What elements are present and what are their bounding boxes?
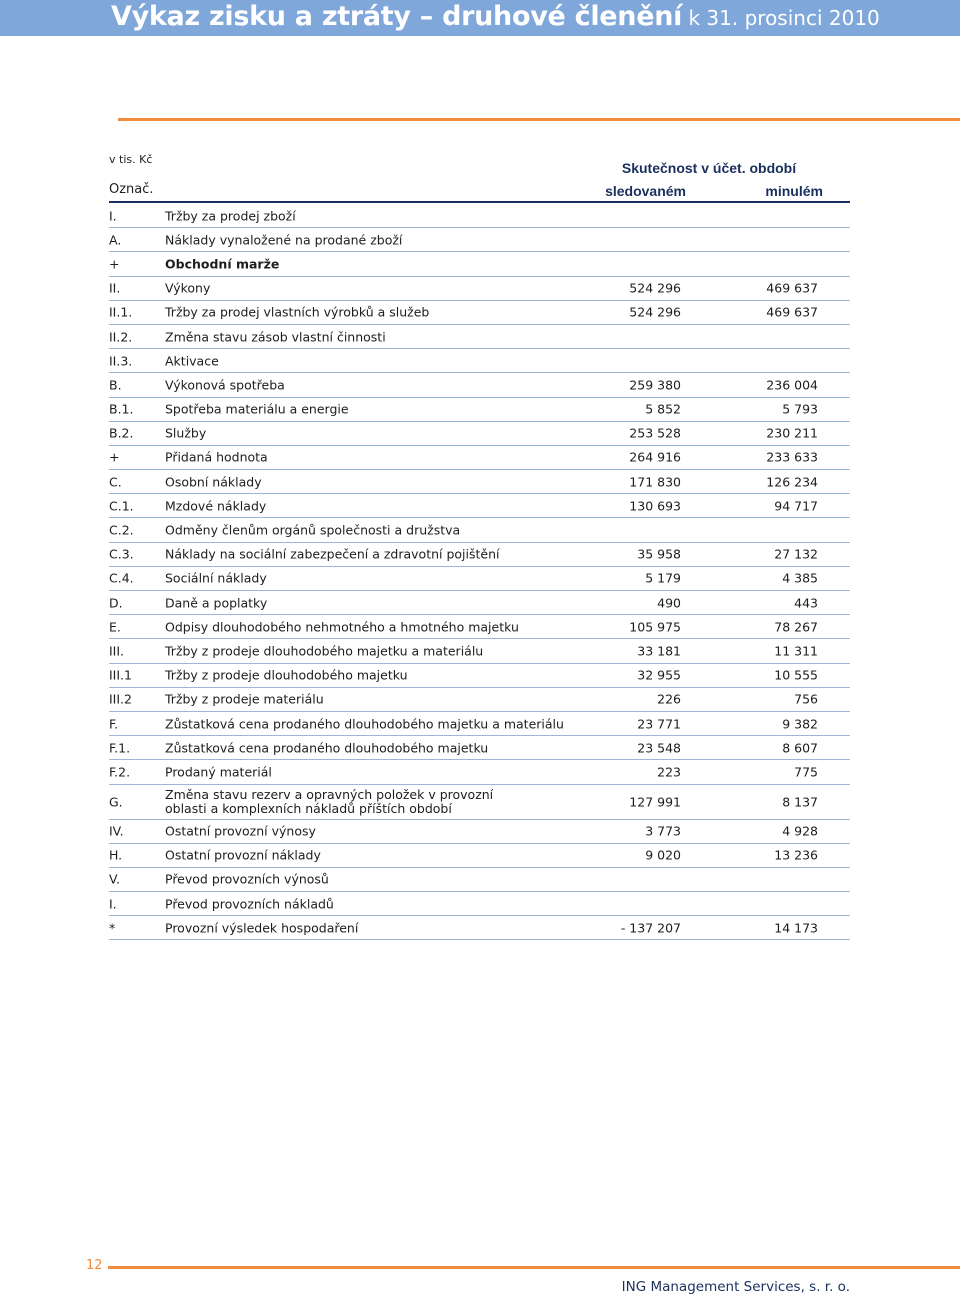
row-value-current: 253 528 (629, 425, 681, 441)
row-code: III.2 (109, 691, 132, 707)
row-value-current: 524 296 (629, 280, 681, 296)
row-code: B.2. (109, 425, 134, 441)
row-value-current: 33 181 (637, 643, 681, 659)
row-label: Obchodní marže (165, 256, 280, 272)
row-value-previous: 756 (794, 691, 818, 707)
page-title (111, 0, 880, 35)
table-header-row (109, 181, 850, 203)
table-row (109, 615, 850, 639)
row-label: Sociální náklady (165, 570, 267, 586)
row-value-current: 23 771 (637, 716, 681, 732)
table-row (109, 204, 850, 228)
row-code: B. (109, 377, 122, 393)
row-label: Služby (165, 425, 207, 441)
row-code: C.3. (109, 546, 134, 562)
header-previous-period: minulém (765, 183, 823, 199)
income-statement-table (109, 204, 850, 940)
row-value-current: 23 548 (637, 740, 681, 756)
row-label: Odměny členům orgánů společnosti a družstva (165, 522, 461, 538)
row-value-current: 259 380 (629, 377, 681, 393)
table-row (109, 712, 850, 736)
row-code: I. (109, 896, 117, 912)
row-value-previous: 236 004 (766, 377, 818, 393)
row-value-previous: 233 633 (766, 449, 818, 465)
row-code: II.2. (109, 329, 133, 345)
row-value-previous: 469 637 (766, 304, 818, 320)
row-value-current: 32 955 (637, 667, 681, 683)
table-row (109, 844, 850, 868)
row-value-previous: 443 (794, 595, 818, 611)
row-label: Ostatní provozní náklady (165, 847, 321, 863)
header-code: Označ. (109, 182, 154, 197)
row-code: II. (109, 280, 121, 296)
table-row (109, 228, 850, 252)
table-row (109, 868, 850, 892)
row-value-current: 264 916 (629, 449, 681, 465)
title-main-text: Výkaz zisku a ztráty – druhové členění (111, 1, 683, 32)
row-value-current: 490 (657, 595, 681, 611)
table-row (109, 398, 850, 422)
row-code: B.1. (109, 401, 134, 417)
row-label: Tržby z prodeje dlouhodobého majetku a materiálu (165, 643, 484, 659)
row-label: Mzdové náklady (165, 498, 267, 514)
table-row (109, 470, 850, 494)
row-label: Změna stavu rezerv a opravných položek v provozní oblasti a komplexních nákladů příštích období (165, 786, 494, 816)
row-value-current: 226 (657, 691, 681, 707)
table-row (109, 639, 850, 663)
row-label: Odpisy dlouhodobého nehmotného a hmotného majetku (165, 619, 519, 635)
row-value-previous: 10 555 (774, 667, 818, 683)
row-value-current: - 137 207 (620, 920, 681, 936)
table-row (109, 446, 850, 470)
row-value-current: 524 296 (629, 304, 681, 320)
row-value-previous: 8 137 (782, 794, 818, 809)
row-value-previous: 27 132 (774, 546, 818, 562)
row-label: Tržby z prodeje materiálu (165, 691, 324, 707)
row-code: A. (109, 232, 122, 248)
row-value-previous: 4 385 (782, 570, 818, 586)
table-row (109, 892, 850, 916)
row-value-previous: 775 (794, 764, 818, 780)
row-code: C.4. (109, 570, 134, 586)
row-value-previous: 78 267 (774, 619, 818, 635)
row-value-current: 171 830 (629, 474, 681, 490)
table-row (109, 349, 850, 373)
row-code: G. (109, 794, 123, 809)
table-row (109, 252, 850, 276)
row-code: III.1 (109, 667, 132, 683)
row-code: I. (109, 208, 117, 224)
row-code: II.1. (109, 304, 133, 320)
table-row (109, 820, 850, 844)
row-code: II.3. (109, 353, 133, 369)
table-row (109, 567, 850, 591)
row-value-previous: 5 793 (782, 401, 818, 417)
row-value-previous: 13 236 (774, 847, 818, 863)
row-value-previous: 8 607 (782, 740, 818, 756)
table-row (109, 736, 850, 760)
table-row (109, 688, 850, 712)
row-label: Tržby za prodej vlastních výrobků a služeb (165, 304, 430, 320)
row-code: C.2. (109, 522, 134, 538)
row-label: Spotřeba materiálu a energie (165, 401, 349, 417)
row-value-current: 5 852 (645, 401, 681, 417)
row-label: Provozní výsledek hospodaření (165, 920, 359, 936)
row-value-previous: 9 382 (782, 716, 818, 732)
row-label: Náklady na sociální zabezpečení a zdravotní pojištění (165, 546, 500, 562)
row-code: E. (109, 619, 121, 635)
row-value-current: 127 991 (629, 794, 681, 809)
row-value-previous: 94 717 (774, 498, 818, 514)
row-code: + (109, 256, 120, 272)
row-label: Zůstatková cena prodaného dlouhodobého majetku (165, 740, 489, 756)
table-row (109, 325, 850, 349)
row-label: Změna stavu zásob vlastní činnosti (165, 329, 386, 345)
row-code: F.2. (109, 764, 131, 780)
table-row (109, 277, 850, 301)
row-code: * (109, 920, 116, 936)
page-number: 12 (86, 1258, 103, 1273)
row-value-current: 3 773 (645, 823, 681, 839)
row-value-current: 9 020 (645, 847, 681, 863)
row-label: Převod provozních nákladů (165, 896, 334, 912)
table-row (109, 494, 850, 518)
table-row (109, 543, 850, 567)
table-row (109, 518, 850, 542)
row-label: Převod provozních výnosů (165, 871, 329, 887)
table-row (109, 301, 850, 325)
row-value-current: 105 975 (629, 619, 681, 635)
row-code: + (109, 449, 120, 465)
row-code: H. (109, 847, 123, 863)
row-value-current: 35 958 (637, 546, 681, 562)
row-label: Daně a poplatky (165, 595, 268, 611)
table-row (109, 591, 850, 615)
row-label: Zůstatková cena prodaného dlouhodobého majetku a materiálu (165, 716, 564, 732)
title-bar (0, 0, 960, 36)
row-label: Ostatní provozní výnosy (165, 823, 316, 839)
table-row (109, 422, 850, 446)
header-current-period: sledovaném (605, 183, 686, 199)
row-label: Tržby z prodeje dlouhodobého majetku (165, 667, 408, 683)
row-value-previous: 4 928 (782, 823, 818, 839)
row-label: Výkonová spotřeba (165, 377, 285, 393)
row-value-previous: 11 311 (774, 643, 818, 659)
row-label: Náklady vynaložené na prodané zboží (165, 232, 403, 248)
row-value-previous: 469 637 (766, 280, 818, 296)
row-label: Výkony (165, 280, 211, 296)
row-value-previous: 230 211 (766, 425, 818, 441)
row-code: F.1. (109, 740, 131, 756)
row-code: C. (109, 474, 122, 490)
row-value-current: 130 693 (629, 498, 681, 514)
column-group-header: Skutečnost v účet. období (621, 160, 797, 176)
title-date: k 31. prosinci 2010 (682, 6, 880, 30)
table-row (109, 916, 850, 940)
row-code: IV. (109, 823, 124, 839)
table-row (109, 664, 850, 688)
row-value-previous: 14 173 (774, 920, 818, 936)
row-value-current: 223 (657, 764, 681, 780)
row-label: Prodaný materiál (165, 764, 272, 780)
row-label: Osobní náklady (165, 474, 262, 490)
table-row (109, 760, 850, 784)
row-value-current: 5 179 (645, 570, 681, 586)
footer-divider (108, 1266, 960, 1269)
row-code: F. (109, 716, 119, 732)
row-label: Aktivace (165, 353, 219, 369)
unit-label: v tis. Kč (109, 153, 153, 166)
row-code: D. (109, 595, 123, 611)
row-label: Přidaná hodnota (165, 449, 268, 465)
row-label: Tržby za prodej zboží (165, 208, 296, 224)
row-code: C.1. (109, 498, 134, 514)
row-value-previous: 126 234 (766, 474, 818, 490)
company-name: ING Management Services, s. r. o. (621, 1279, 850, 1295)
table-row (109, 785, 850, 820)
top-divider (118, 118, 960, 121)
row-code: V. (109, 871, 120, 887)
table-row (109, 373, 850, 397)
row-code: III. (109, 643, 125, 659)
